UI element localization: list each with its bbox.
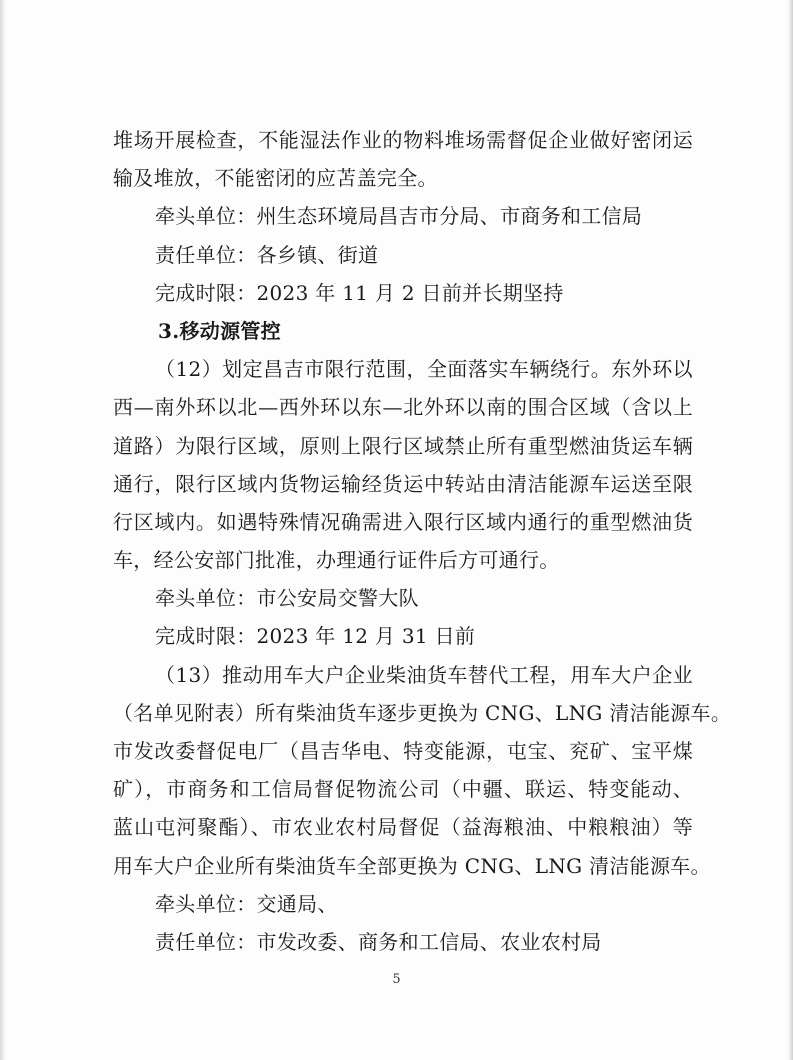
responsible-unit-line: 责任单位：各乡镇、街道 xyxy=(155,242,379,267)
lead-unit-line: 牵头单位：州生态环境局昌吉市分局、市商务和工信局 xyxy=(155,204,643,229)
paragraph-line: 输及堆放，不能密闭的应苫盖完全。 xyxy=(113,166,438,191)
lead-unit-line: 牵头单位：交通局、 xyxy=(155,891,338,916)
scan-edge-right xyxy=(788,0,793,1060)
paragraph-line: 通行，限行区域内货物运输经货运中转站由清洁能源车运送至限 xyxy=(113,471,693,496)
lead-unit-line: 牵头单位：市公安局交警大队 xyxy=(155,586,419,611)
section-heading: 3.移动源管控 xyxy=(158,318,281,343)
paragraph-line: 矿），市商务和工信局督促物流公司（中疆、联运、特变能动、 xyxy=(113,777,693,802)
paragraph-line: 西—南外环以北—西外环以东—北外环以南的围合区域（含以上 xyxy=(113,395,693,420)
paragraph-line: （13）推动用车大户企业柴油货车替代工程，用车大户企业 xyxy=(155,662,693,687)
paragraph-line: 市发改委督促电厂（昌吉华电、特变能源，屯宝、兖矿、宝平煤 xyxy=(113,739,693,763)
deadline-line: 完成时限：2023 年 12 月 31 日前 xyxy=(155,624,476,649)
page-number: 5 xyxy=(392,972,401,987)
paragraph-line: （名单见附表）所有柴油货车逐步更换为 CNG、LNG 清洁能源车。 xyxy=(113,700,732,725)
paragraph-line: 用车大户企业所有柴油货车全部更换为 CNG、LNG 清洁能源车。 xyxy=(113,853,711,878)
responsible-unit-line: 责任单位：市发改委、商务和工信局、农业农村局 xyxy=(155,929,602,954)
paragraph-line: 堆场开展检查，不能湿法作业的物料堆场需督促企业做好密闭运 xyxy=(113,128,693,152)
paragraph-line: 车，经公安部门批准，办理通行证件后方可通行。 xyxy=(113,548,560,573)
paragraph-line: 行区域内。如遇特殊情况确需进入限行区域内通行的重型燃油货 xyxy=(113,509,693,534)
paragraph-line: 道路）为限行区域，原则上限行区域禁止所有重型燃油货运车辆 xyxy=(113,433,693,458)
document-body xyxy=(113,121,732,961)
scan-edge-left xyxy=(0,0,6,1060)
paragraph-line: （12）划定昌吉市限行范围，全面落实车辆绕行。东外环以 xyxy=(155,357,693,382)
deadline-line: 完成时限：2023 年 11 月 2 日前并长期坚持 xyxy=(155,280,564,305)
paragraph-line: 蓝山屯河聚酯）、市农业农村局督促（益海粮油、中粮粮油）等 xyxy=(113,815,693,840)
